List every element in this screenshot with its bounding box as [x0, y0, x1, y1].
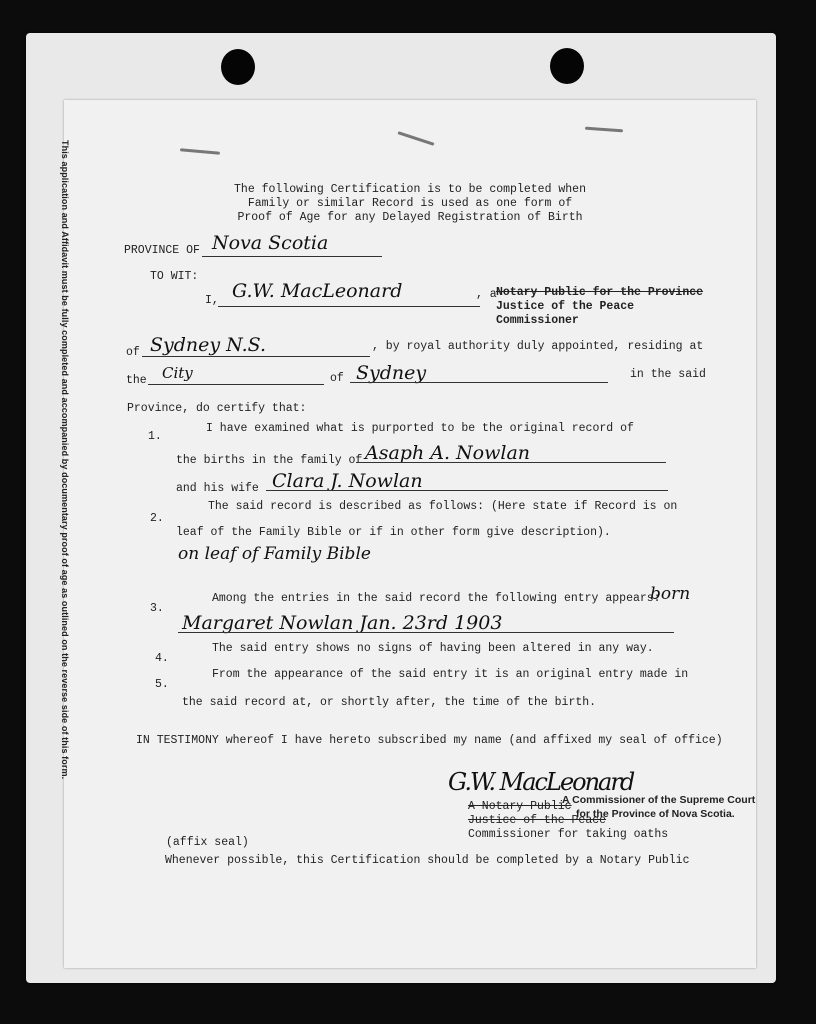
title-notary: Notary Public for the Province	[496, 286, 704, 299]
heading-line: The following Certification is to be completed when	[234, 183, 586, 196]
item-text: the said record at, or shortly after, the time of the birth.	[182, 696, 597, 709]
of2-value: Sydney	[356, 362, 427, 384]
sig-title-justice: Justice of the Peace	[468, 814, 607, 827]
province-line	[202, 256, 382, 257]
province-value: Nova Scotia	[212, 232, 329, 254]
item-number: 4.	[155, 652, 169, 665]
certify-text: Province, do certify that:	[127, 402, 307, 415]
footer-note: Whenever possible, this Certification should be completed by a Notary Public	[165, 854, 690, 867]
of2-line	[350, 382, 608, 383]
punch-hole-right	[550, 48, 584, 84]
in-said-text: in the said	[630, 368, 706, 381]
heading-line: Family or similar Record is used as one form of	[247, 197, 573, 210]
commissioner-stamp: A Commissioner of the Supreme Court	[562, 794, 756, 806]
entry-line	[178, 632, 674, 633]
official-name-line	[218, 306, 480, 307]
item-number: 2.	[150, 512, 164, 525]
a-label: , a	[476, 288, 497, 301]
province-label: PROVINCE OF	[124, 244, 200, 257]
item-text: The said entry shows no signs of having been altered in any way.	[212, 642, 654, 655]
item-number: 3.	[150, 602, 164, 615]
of-label: of	[126, 346, 140, 359]
sig-title-notary: A Notary Public	[468, 800, 572, 813]
sig-title-commissioner: Commissioner for taking oaths	[468, 828, 669, 841]
of2-label: of	[330, 372, 344, 385]
father-name: Asaph A. Nowlan	[365, 442, 531, 464]
title-commissioner: Commissioner	[496, 314, 579, 327]
punch-hole-left	[221, 49, 255, 85]
affix-seal: (affix seal)	[166, 836, 249, 849]
born-word: born	[650, 584, 691, 604]
mother-name: Clara J. Nowlan	[272, 470, 423, 492]
item-text: Among the entries in the said record the following entry appears:	[212, 592, 661, 605]
item-text: I have examined what is purported to be the original record of	[206, 422, 634, 435]
record-description: on leaf of Family Bible	[178, 544, 371, 564]
the-label: the	[126, 374, 147, 387]
province-stamp: for the Province of Nova Scotia.	[576, 808, 735, 820]
wife-label: and his wife	[176, 482, 259, 495]
item-number: 1.	[148, 430, 162, 443]
of-line	[142, 356, 370, 357]
item-text: From the appearance of the said entry it is an original entry made in	[212, 668, 689, 681]
side-instruction: This application and Affidavit must be fully completed and accompanied by documentary proof of age as outlined on the reverse side of this form.	[60, 140, 70, 780]
heading-line: Proof of Age for any Delayed Registration of Birth	[237, 211, 583, 224]
title-justice: Justice of the Peace	[496, 300, 635, 313]
the-value: City	[162, 364, 193, 382]
mother-line	[266, 490, 668, 491]
of-value: Sydney N.S.	[150, 334, 266, 356]
to-wit-label: TO WIT:	[150, 270, 199, 283]
father-line	[356, 462, 666, 463]
births-label: the births in the family of	[176, 454, 363, 467]
item-text: leaf of the Family Bible or if in other form give description).	[176, 526, 611, 539]
official-name: G.W. MacLeonard	[232, 280, 403, 302]
official-signature: G.W. MacLeonard	[448, 768, 634, 796]
item-number: 5.	[155, 678, 169, 691]
authority-text: , by royal authority duly appointed, residing at	[372, 340, 704, 353]
i-label: I,	[205, 294, 219, 307]
birth-entry: Margaret Nowlan Jan. 23rd 1903	[182, 612, 503, 634]
the-line	[148, 384, 324, 385]
testimony-text: IN TESTIMONY whereof I have hereto subscribed my name (and affixed my seal of office)	[136, 734, 723, 747]
item-text: The said record is described as follows: (Here state if Record is on	[208, 500, 678, 513]
